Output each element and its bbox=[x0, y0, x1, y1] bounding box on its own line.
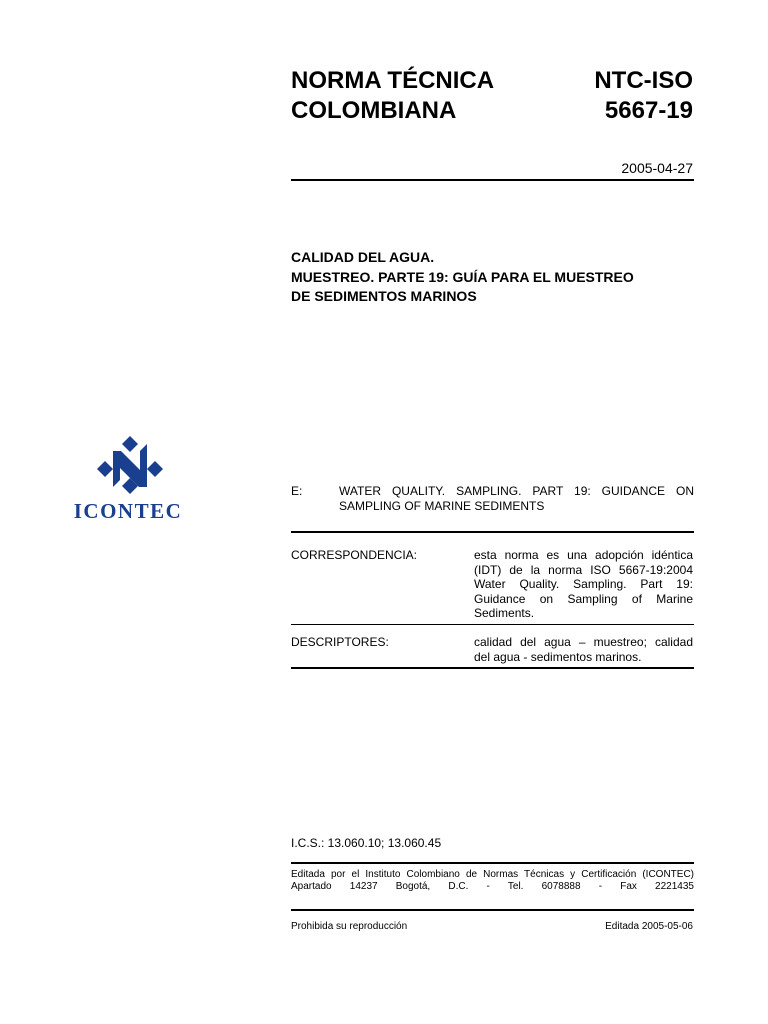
icontec-n-diamond-icon bbox=[97, 436, 163, 494]
issue-date: 2005-04-27 bbox=[621, 160, 693, 176]
correspondencia-text bbox=[474, 548, 693, 621]
header-divider bbox=[291, 179, 694, 181]
english-divider bbox=[291, 531, 694, 533]
title-left-line-2: COLOMBIANA bbox=[291, 97, 457, 124]
reproduction-notice: Prohibida su reproducción bbox=[291, 921, 408, 932]
publisher-divider bbox=[291, 909, 694, 911]
correspondencia-line-5: Sediments. bbox=[474, 606, 535, 620]
edition-date: Editada 2005-05-06 bbox=[605, 921, 693, 932]
english-title-key: E: bbox=[291, 484, 303, 498]
logo-text: ICONTEC bbox=[73, 499, 183, 523]
correspondencia-line-2: (IDT) de la norma ISO 5667-19:2004 bbox=[474, 562, 693, 577]
descriptores-label: DESCRIPTORES: bbox=[291, 635, 389, 649]
correspondencia-label: CORRESPONDENCIA: bbox=[291, 548, 418, 562]
publisher-info bbox=[291, 869, 694, 892]
descriptores-line-1: calidad del agua – muestreo; calidad bbox=[474, 635, 693, 649]
english-title-line-1: WATER QUALITY. SAMPLING. PART 19: GUIDANCE ON bbox=[339, 484, 694, 498]
title-norma-tecnica bbox=[291, 66, 494, 126]
subject-line-3: DE SEDIMENTOS MARINOS bbox=[291, 288, 477, 304]
title-right-line-1: NTC-ISO bbox=[594, 67, 693, 94]
english-title bbox=[339, 484, 694, 513]
correspondencia-line-1: esta norma es una adopción idéntica bbox=[474, 548, 693, 562]
title-left-line-1: NORMA TÉCNICA bbox=[291, 67, 495, 94]
correspondencia-line-3: Water Quality. Sampling. Part 19: bbox=[474, 577, 693, 591]
correspondencia-divider bbox=[291, 624, 694, 625]
icontec-logo bbox=[70, 436, 186, 528]
descriptores-divider bbox=[291, 667, 694, 669]
standard-number bbox=[540, 66, 693, 126]
document-subject bbox=[291, 248, 694, 307]
publisher-line-1: Editada por el Instituto Colombiano de Normas Técnicas y Certificación (ICONTEC) bbox=[291, 869, 694, 880]
title-right-line-2: 5667-19 bbox=[604, 97, 693, 124]
english-title-line-2: SAMPLING OF MARINE SEDIMENTS bbox=[339, 498, 545, 513]
subject-line-2: MUESTREO. PARTE 19: GUÍA PARA EL MUESTREO bbox=[291, 268, 634, 285]
correspondencia-line-4: Guidance on Sampling of Marine bbox=[474, 591, 693, 606]
subject-line-1: CALIDAD DEL AGUA. bbox=[291, 249, 435, 265]
ics-divider bbox=[291, 862, 694, 864]
descriptores-text bbox=[474, 635, 693, 664]
descriptores-line-2: del agua - sedimentos marinos. bbox=[474, 649, 642, 664]
ics-codes: I.C.S.: 13.060.10; 13.060.45 bbox=[291, 836, 442, 850]
publisher-line-2: Apartado 14237 Bogotá, D.C. - Tel. 6078888 - Fax 2221435 bbox=[291, 880, 694, 892]
